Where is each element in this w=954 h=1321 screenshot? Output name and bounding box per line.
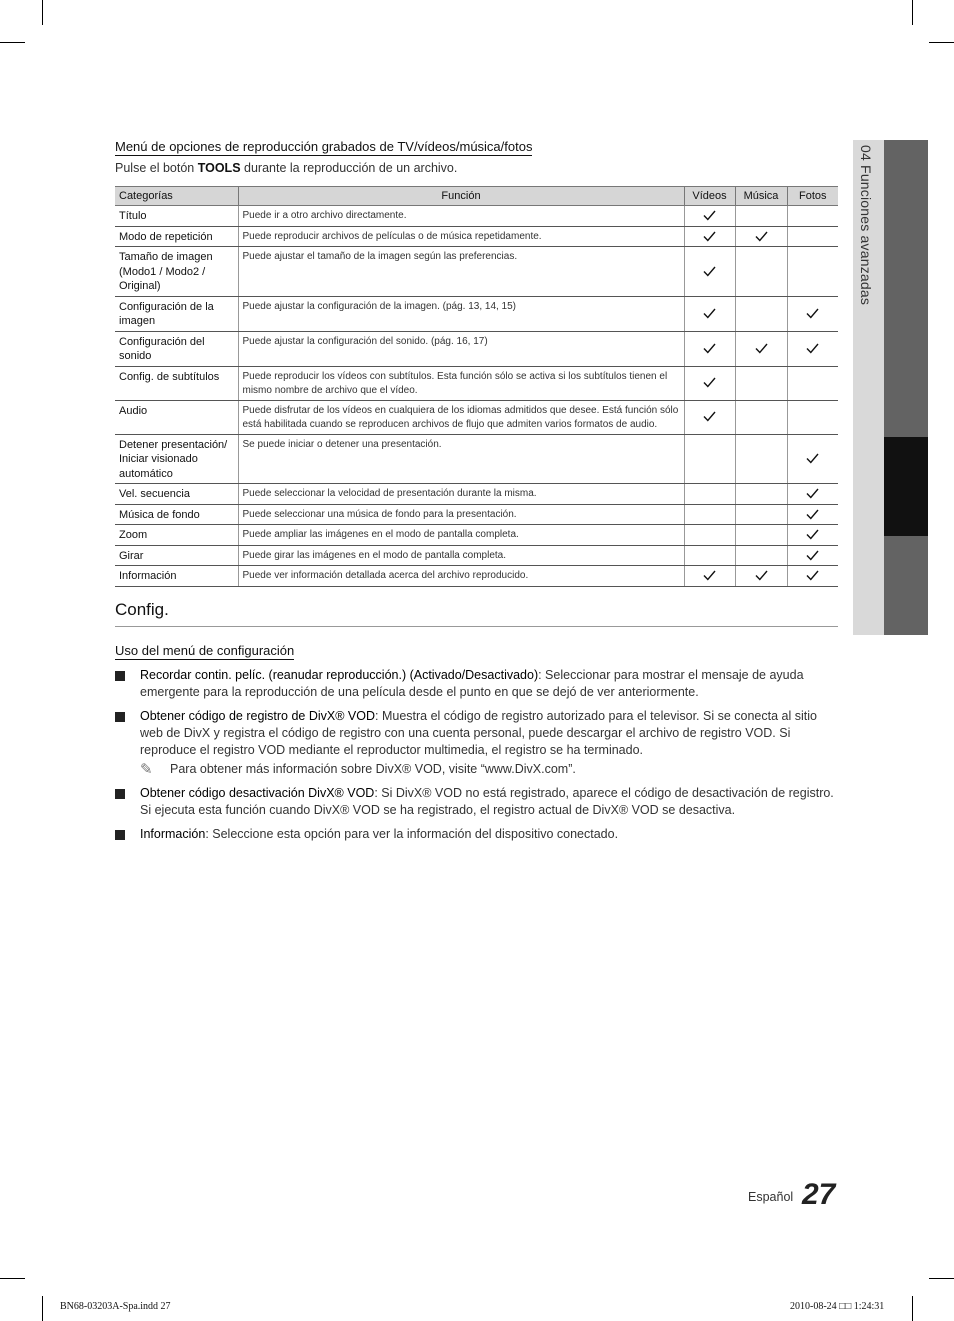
table-row bbox=[115, 525, 838, 546]
config-title: Config. bbox=[115, 600, 169, 619]
support-videos bbox=[684, 525, 735, 546]
side-tab-band bbox=[884, 536, 928, 635]
check-icon bbox=[755, 570, 768, 581]
row-function: Puede ir a otro archivo directamente. bbox=[238, 206, 684, 227]
support-videos bbox=[684, 296, 735, 331]
config-bullet-list bbox=[115, 667, 840, 850]
bullet-square-icon bbox=[115, 671, 125, 681]
row-category: Girar bbox=[115, 545, 238, 566]
check-icon bbox=[806, 453, 819, 464]
table-header-row bbox=[115, 187, 838, 206]
check-icon bbox=[703, 377, 716, 388]
row-category: Audio bbox=[115, 400, 238, 434]
support-videos bbox=[684, 484, 735, 505]
header-fotos: Fotos bbox=[787, 187, 838, 206]
row-category: Config. de subtítulos bbox=[115, 366, 238, 400]
support-fotos bbox=[787, 366, 838, 400]
section-heading: Menú de opciones de reproducción grabados de TV/vídeos/música/fotos bbox=[115, 139, 533, 154]
bullet-term: Información bbox=[140, 827, 206, 841]
side-tab-label: 04 Funciones avanzadas bbox=[858, 145, 874, 306]
check-icon bbox=[703, 231, 716, 242]
support-fotos bbox=[787, 331, 838, 366]
support-musica bbox=[735, 566, 787, 587]
support-fotos bbox=[787, 296, 838, 331]
table-row bbox=[115, 434, 838, 484]
check-icon bbox=[806, 570, 819, 581]
check-icon bbox=[703, 266, 716, 277]
bullet-square-icon bbox=[115, 830, 125, 840]
header-videos: Vídeos bbox=[684, 187, 735, 206]
support-musica bbox=[735, 206, 787, 227]
row-function: Puede ajustar la configuración del sonido. (pág. 16, 17) bbox=[238, 331, 684, 366]
bullet-text: : Seleccione esta opción para ver la información del dispositivo conectado. bbox=[205, 827, 619, 841]
intro-after: durante la reproducción de un archivo. bbox=[240, 161, 458, 175]
playback-options-table bbox=[115, 186, 838, 587]
check-icon bbox=[806, 550, 819, 561]
support-fotos bbox=[787, 206, 838, 227]
support-fotos bbox=[787, 484, 838, 505]
config-subheading: Uso del menú de configuración bbox=[115, 643, 295, 658]
table-row bbox=[115, 566, 838, 587]
table-row bbox=[115, 206, 838, 227]
support-videos bbox=[684, 434, 735, 484]
list-item bbox=[115, 667, 840, 701]
row-category: Modo de repetición bbox=[115, 226, 238, 247]
header-musica: Música bbox=[735, 187, 787, 206]
note bbox=[140, 761, 840, 778]
support-musica bbox=[735, 545, 787, 566]
check-icon bbox=[703, 411, 716, 422]
check-icon bbox=[806, 308, 819, 319]
table-row bbox=[115, 296, 838, 331]
support-musica bbox=[735, 400, 787, 434]
support-musica bbox=[735, 484, 787, 505]
crop-mark bbox=[912, 0, 913, 25]
bullet-text: : Muestra el código de registro autorizado para el televisor. Si se conecta al sitio web de DivX y registra el código de registro con una cuenta personal, puede descargar el archivo de registro VOD. Si reproduce el registro VOD mediante el reproductor multimedia, el registro se ha terminado. bbox=[140, 709, 817, 757]
support-videos bbox=[684, 400, 735, 434]
support-musica bbox=[735, 434, 787, 484]
bullet-term: Obtener código de registro de DivX® VOD bbox=[140, 709, 376, 723]
row-function: Se puede iniciar o detener una presentación. bbox=[238, 434, 684, 484]
page-number: 27 bbox=[802, 1178, 836, 1211]
support-videos bbox=[684, 566, 735, 587]
row-category: Información bbox=[115, 566, 238, 587]
table-row bbox=[115, 331, 838, 366]
row-function: Puede seleccionar la velocidad de presentación durante la misma. bbox=[238, 484, 684, 505]
table-row bbox=[115, 366, 838, 400]
header-funcion: Función bbox=[238, 187, 684, 206]
support-videos bbox=[684, 545, 735, 566]
row-function: Puede disfrutar de los vídeos en cualquiera de los idiomas admitidos que desee. Está función sólo está habilitada cuando se reproducen archivos de flujo que admiten varios formatos de audio. bbox=[238, 400, 684, 434]
support-fotos bbox=[787, 247, 838, 297]
row-category: Título bbox=[115, 206, 238, 227]
list-item bbox=[115, 826, 840, 843]
row-function: Puede ajustar el tamaño de la imagen según las preferencias. bbox=[238, 247, 684, 297]
support-videos bbox=[684, 366, 735, 400]
side-tab-band bbox=[884, 140, 928, 437]
bullet-term: Obtener código desactivación DivX® VOD bbox=[140, 786, 375, 800]
list-item bbox=[115, 708, 840, 778]
crop-mark bbox=[929, 1278, 954, 1279]
note-text: Para obtener más información sobre DivX® VOD, visite “www.DivX.com”. bbox=[170, 762, 576, 776]
crop-mark bbox=[0, 1278, 25, 1279]
row-function: Puede reproducir archivos de películas o de música repetidamente. bbox=[238, 226, 684, 247]
row-category: Detener presentación/ Iniciar visionado automático bbox=[115, 434, 238, 484]
table-row bbox=[115, 484, 838, 505]
row-function: Puede ajustar la configuración de la imagen. (pág. 13, 14, 15) bbox=[238, 296, 684, 331]
support-videos bbox=[684, 206, 735, 227]
support-fotos bbox=[787, 226, 838, 247]
table-row bbox=[115, 400, 838, 434]
header-categorias: Categorías bbox=[115, 187, 238, 206]
support-videos bbox=[684, 247, 735, 297]
intro-before: Pulse el botón bbox=[115, 161, 198, 175]
print-slug-date: 2010-08-24 □□ 1:24:31 bbox=[790, 1301, 885, 1312]
check-icon bbox=[755, 343, 768, 354]
intro-text bbox=[115, 161, 457, 175]
check-icon bbox=[703, 570, 716, 581]
row-function: Puede girar las imágenes en el modo de pantalla completa. bbox=[238, 545, 684, 566]
support-fotos bbox=[787, 545, 838, 566]
row-category: Tamaño de imagen (Modo1 / Modo2 / Original) bbox=[115, 247, 238, 297]
row-function: Puede reproducir los vídeos con subtítulos. Esta función sólo se activa si los subtítulos tienen el mismo nombre de archivo que el vídeo. bbox=[238, 366, 684, 400]
check-icon bbox=[703, 343, 716, 354]
support-fotos bbox=[787, 525, 838, 546]
support-fotos bbox=[787, 504, 838, 525]
support-videos bbox=[684, 226, 735, 247]
row-function: Puede seleccionar una música de fondo para la presentación. bbox=[238, 504, 684, 525]
crop-mark bbox=[0, 42, 25, 43]
tools-button-label: TOOLS bbox=[197, 161, 241, 175]
check-icon bbox=[806, 488, 819, 499]
support-videos bbox=[684, 504, 735, 525]
print-slug-file: BN68-03203A-Spa.indd 27 bbox=[60, 1301, 171, 1312]
table-row bbox=[115, 545, 838, 566]
bullet-square-icon bbox=[115, 789, 125, 799]
row-category: Configuración del sonido bbox=[115, 331, 238, 366]
crop-mark bbox=[42, 0, 43, 25]
table-row bbox=[115, 226, 838, 247]
side-tab-band-active bbox=[884, 437, 928, 536]
support-musica bbox=[735, 296, 787, 331]
check-icon bbox=[755, 231, 768, 242]
support-musica bbox=[735, 504, 787, 525]
row-function: Puede ver información detallada acerca del archivo reproducido. bbox=[238, 566, 684, 587]
support-musica bbox=[735, 331, 787, 366]
list-item bbox=[115, 785, 840, 819]
crop-mark bbox=[42, 1296, 43, 1321]
support-fotos bbox=[787, 400, 838, 434]
row-category: Música de fondo bbox=[115, 504, 238, 525]
check-icon bbox=[806, 529, 819, 540]
table-row bbox=[115, 247, 838, 297]
row-category: Vel. secuencia bbox=[115, 484, 238, 505]
support-videos bbox=[684, 331, 735, 366]
check-icon bbox=[703, 308, 716, 319]
check-icon bbox=[703, 210, 716, 221]
bullet-text: : Seleccionar para mostrar el mensaje de ayuda emergente para la reproducción de una película desde el punto en que se dejó de ver anteriormente. bbox=[140, 668, 804, 699]
note-pencil-icon: ✎ bbox=[140, 761, 153, 778]
crop-mark bbox=[929, 42, 954, 43]
row-category: Configuración de la imagen bbox=[115, 296, 238, 331]
row-function: Puede ampliar las imágenes en el modo de pantalla completa. bbox=[238, 525, 684, 546]
check-icon bbox=[806, 509, 819, 520]
table-row bbox=[115, 504, 838, 525]
support-fotos bbox=[787, 566, 838, 587]
crop-mark bbox=[912, 1296, 913, 1321]
support-musica bbox=[735, 525, 787, 546]
config-divider bbox=[115, 626, 838, 627]
support-fotos bbox=[787, 434, 838, 484]
footer-language: Español bbox=[748, 1190, 794, 1204]
support-musica bbox=[735, 226, 787, 247]
bullet-square-icon bbox=[115, 712, 125, 722]
check-icon bbox=[806, 343, 819, 354]
row-category: Zoom bbox=[115, 525, 238, 546]
support-musica bbox=[735, 366, 787, 400]
support-musica bbox=[735, 247, 787, 297]
bullet-term: Recordar contin. pelíc. (reanudar reproducción.) (Activado/Desactivado) bbox=[140, 668, 539, 682]
bullet-text: : Si DivX® VOD no está registrado, aparece el código de desactivación de registro. Si ejecuta esta función cuando DivX® VOD se ha registrado, el registro actual de DivX® VOD se desactiva. bbox=[140, 786, 834, 817]
